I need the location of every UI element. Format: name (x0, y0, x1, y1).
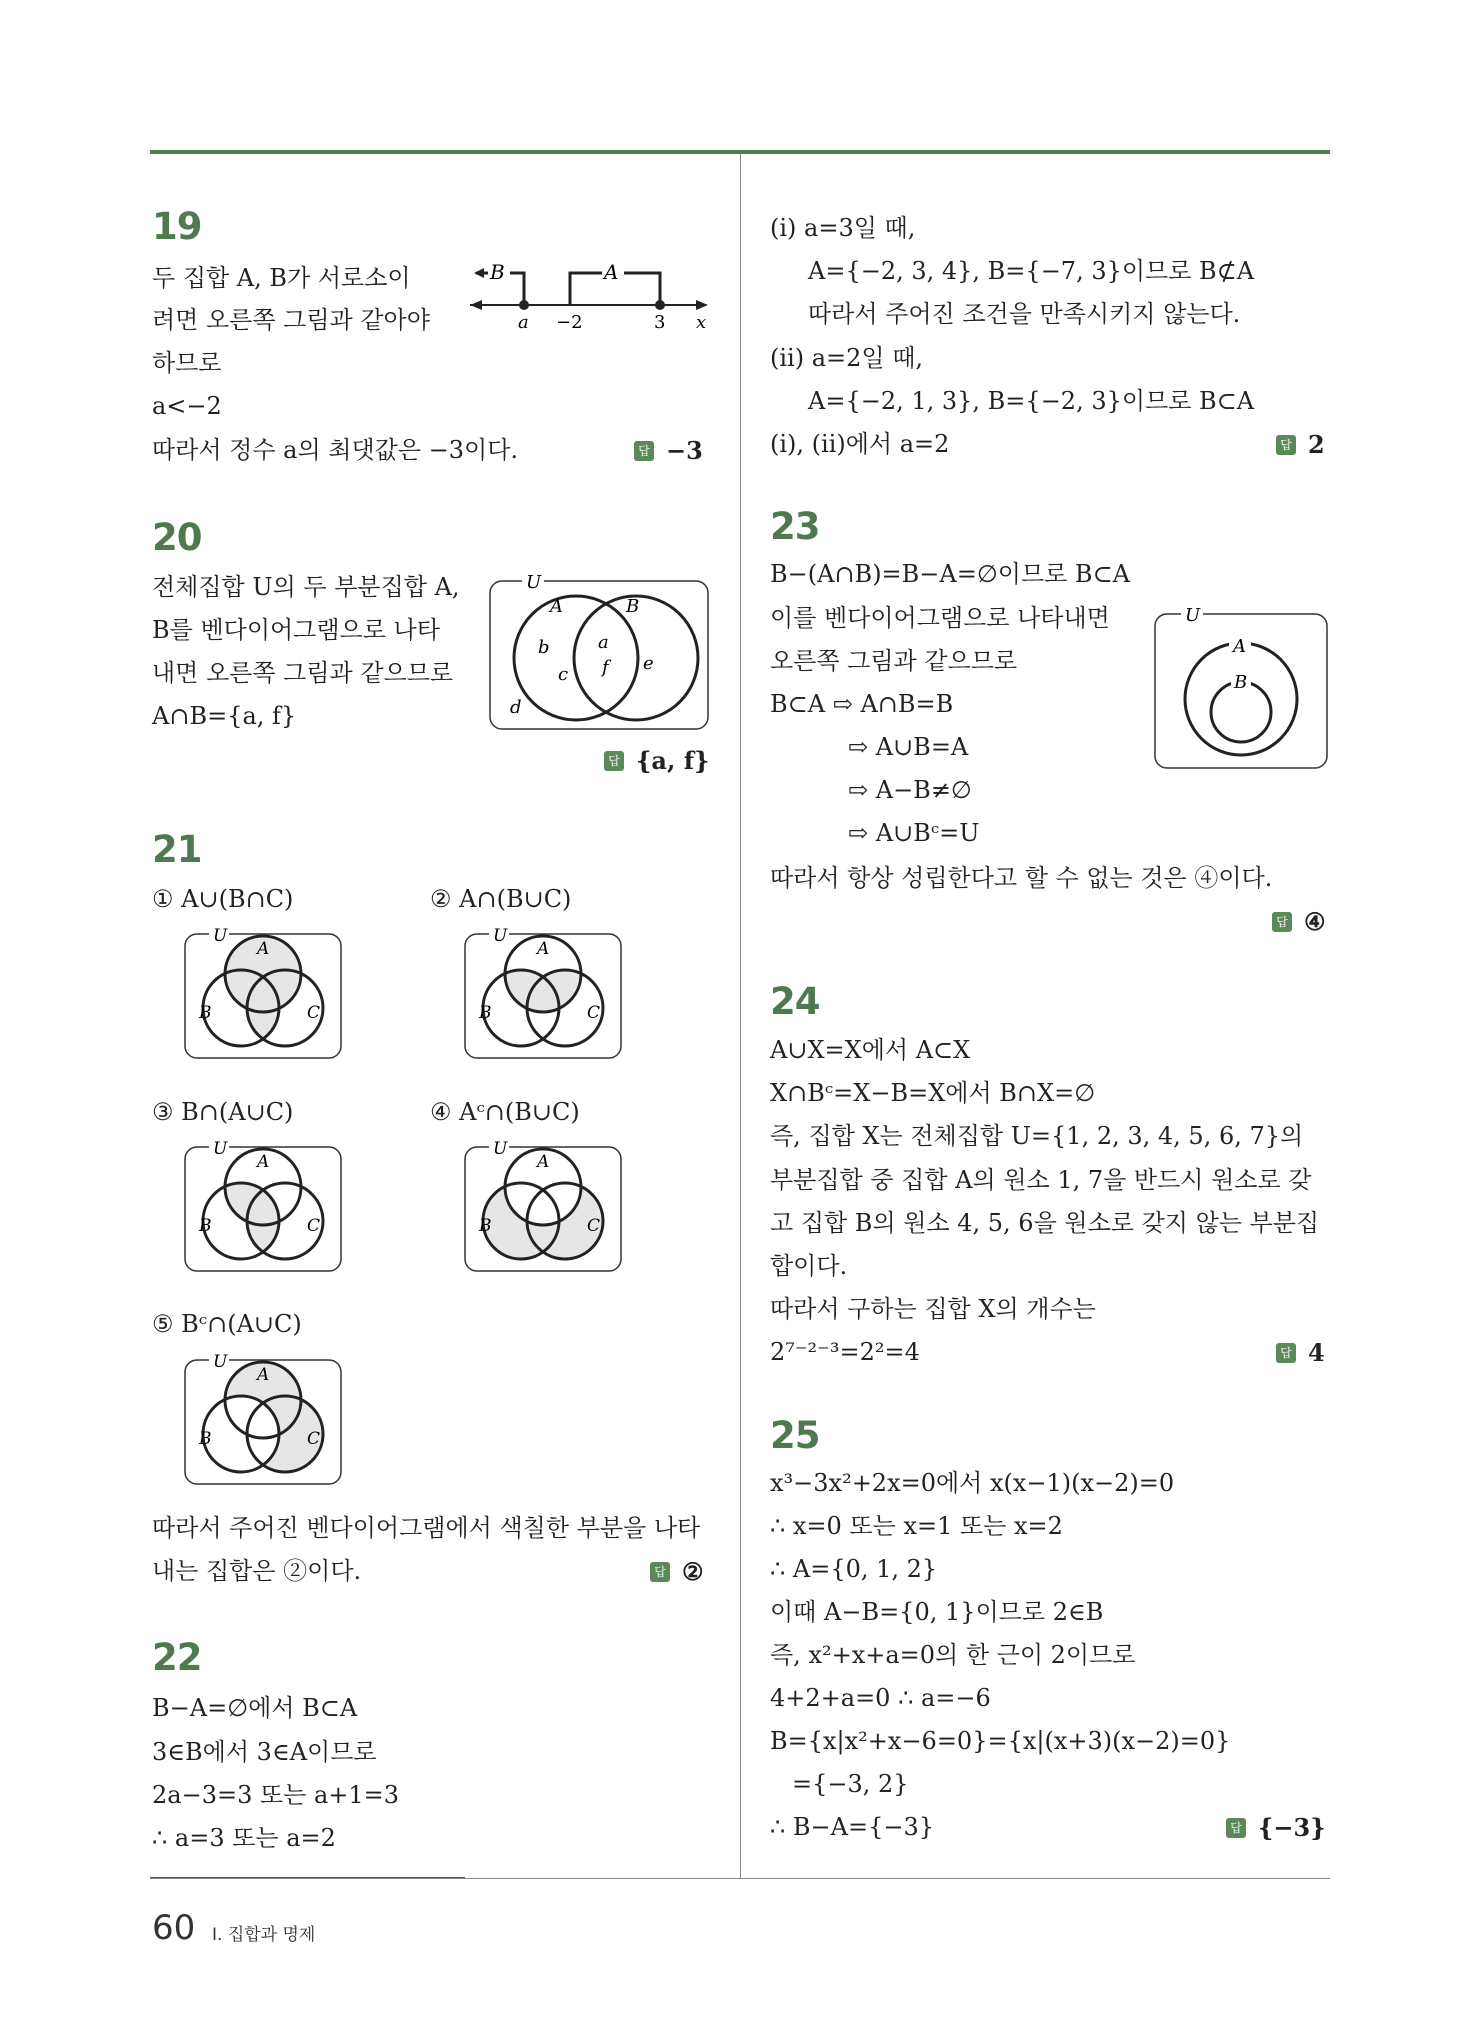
p19-label-B: B (490, 260, 505, 284)
venn-label-U: U (493, 926, 508, 946)
p23-venn-diagram (1153, 604, 1331, 774)
problem-number-21: 21 (152, 828, 202, 871)
p24-line-2: X∩Bᶜ=X−B=X에서 B∩X=∅ (770, 1079, 1096, 1107)
p22-case-1-conclusion: 따라서 주어진 조건을 만족시키지 않는다. (808, 300, 1241, 328)
p19-answer (634, 436, 703, 465)
p25-line-7: B={x|x²+x−6=0}={x|(x+3)(x−2)=0} (770, 1727, 1231, 1755)
p21-answer (650, 1557, 704, 1586)
p25-line-1: x³−3x²+2x=0에서 x(x−1)(x−2)=0 (770, 1469, 1175, 1497)
p21-venn-4 (463, 1139, 625, 1273)
p23-line-5: ⇨ A∪B=A (848, 733, 969, 761)
chapter-title: Ⅰ. 집합과 명제 (212, 1925, 316, 1945)
answer-badge: 답 (604, 751, 624, 771)
footer-rule (150, 1878, 1330, 1879)
p20-answer-value: {a, f} (636, 746, 710, 775)
p23-line-4: B⊂A ⇨ A∩B=B (770, 690, 954, 718)
venn-label-U: U (213, 926, 228, 946)
problem-number-25: 25 (770, 1414, 820, 1457)
p20-line-3: 내면 오른쪽 그림과 같으므로 (152, 659, 454, 687)
p22-case-2: (ⅱ) a=2일 때, (770, 344, 924, 372)
p20-elem-e: e (643, 653, 654, 674)
p24-line-8: 2⁷⁻²⁻³=2²=4 (770, 1338, 920, 1366)
p24-line-6: 합이다. (770, 1252, 848, 1280)
p20-elem-b: b (538, 637, 550, 658)
p20-label-B: B (626, 596, 640, 617)
p24-answer-value: 4 (1308, 1338, 1325, 1367)
venn-label-A: A (257, 939, 270, 959)
venn-label-B: B (199, 1429, 212, 1449)
p25-line-5: 즉, x²+x+a=0의 한 근이 2이므로 (770, 1641, 1136, 1669)
venn-label-A: A (257, 1365, 270, 1385)
p22-line-4: ∴ a=3 또는 a=2 (152, 1824, 336, 1852)
p19-tick-minus2: −2 (556, 312, 583, 330)
p23-line-2: 이를 벤다이어그램으로 나타내면 (770, 604, 1110, 632)
venn-label-C: C (307, 1216, 321, 1236)
venn-label-B: B (479, 1003, 492, 1023)
p21-answer-value: ② (682, 1557, 704, 1586)
p21-option-1: ① A∪(B∩C) (152, 885, 294, 913)
p19-line-4: a<−2 (152, 392, 222, 420)
p24-line-4: 부분집합 중 집합 A의 원소 1, 7을 반드시 원소로 갖 (770, 1166, 1312, 1194)
p20-line-4: A∩B={a, f} (152, 702, 297, 730)
p19-tick-a: a (518, 312, 529, 330)
p22-case-1-sets: A={−2, 3, 4}, B={−7, 3}이므로 B⊄A (808, 257, 1255, 285)
p23-line-1: B−(A∩B)=B−A=∅이므로 B⊂A (770, 560, 1131, 588)
p21-line-1: 따라서 주어진 벤다이어그램에서 색칠한 부분을 나타 (152, 1514, 701, 1542)
p25-line-3: ∴ A={0, 1, 2} (770, 1555, 938, 1583)
answer-badge: 답 (1272, 912, 1292, 932)
page-number: 60 (152, 1908, 196, 1948)
answer-badge: 답 (1276, 435, 1296, 455)
p20-label-A: A (550, 596, 563, 617)
p20-elem-c: c (558, 664, 569, 685)
venn-label-A: A (537, 1152, 550, 1172)
venn-label-A: A (257, 1152, 270, 1172)
p20-elem-d: d (510, 697, 522, 718)
p25-line-2: ∴ x=0 또는 x=1 또는 x=2 (770, 1512, 1063, 1540)
p21-option-4: ④ Aᶜ∩(B∪C) (430, 1098, 580, 1126)
p20-line-2: B를 벤다이어그램으로 나타 (152, 616, 440, 644)
p21-venn-5 (183, 1352, 345, 1486)
p24-line-5: 고 집합 B의 원소 4, 5, 6을 원소로 갖지 않는 부분집 (770, 1209, 1320, 1237)
p19-line-2: 려면 오른쪽 그림과 같아야 (152, 306, 430, 334)
problem-number-23: 23 (770, 505, 820, 548)
p20-venn-diagram (488, 573, 713, 733)
p20-line-1: 전체집합 U의 두 부분집합 A, (152, 573, 460, 601)
venn-label-U: U (213, 1139, 228, 1159)
p19-answer-value: −3 (666, 436, 703, 465)
p21-option-5: ⑤ Bᶜ∩(A∪C) (152, 1310, 302, 1338)
p22-line-3: 2a−3=3 또는 a+1=3 (152, 1781, 400, 1809)
p20-label-U: U (526, 573, 542, 593)
p22-case-1: (ⅰ) a=3일 때, (770, 214, 916, 242)
p22-line-2: 3∈B에서 3∈A이므로 (152, 1738, 377, 1766)
p23-label-A: A (1233, 636, 1246, 657)
p23-line-6: ⇨ A−B≠∅ (848, 776, 972, 804)
p23-line-8: 따라서 항상 성립한다고 할 수 없는 것은 ④이다. (770, 864, 1273, 892)
p19-line-5: 따라서 정수 a의 최댓값은 −3이다. (152, 436, 519, 464)
p23-label-B: B (1234, 672, 1248, 693)
p25-line-4: 이때 A−B={0, 1}이므로 2∈B (770, 1598, 1104, 1626)
venn-label-A: A (537, 939, 550, 959)
venn-label-U: U (493, 1139, 508, 1159)
p21-venn-2 (463, 926, 625, 1060)
p25-line-9: ∴ B−A={−3} (770, 1813, 935, 1841)
p21-option-3: ③ B∩(A∪C) (152, 1098, 294, 1126)
p25-line-8: ={−3, 2} (792, 1770, 909, 1798)
problem-number-22: 22 (152, 1636, 202, 1679)
problem-number-20: 20 (152, 516, 202, 559)
venn-label-B: B (199, 1216, 212, 1236)
p23-answer-value: ④ (1304, 907, 1326, 936)
p25-answer (1226, 1813, 1326, 1842)
p19-tick-x: x (696, 312, 707, 330)
p24-line-7: 따라서 구하는 집합 X의 개수는 (770, 1295, 1096, 1323)
p22-answer (1276, 430, 1325, 459)
p22-case-2-sets: A={−2, 1, 3}, B={−2, 3}이므로 B⊂A (808, 387, 1255, 415)
p19-line-3: 하므로 (152, 349, 222, 377)
p21-venn-3 (183, 1139, 345, 1273)
p22-final: (ⅰ), (ⅱ)에서 a=2 (770, 430, 950, 458)
venn-label-C: C (587, 1216, 601, 1236)
p21-line-2: 내는 집합은 ②이다. (152, 1557, 362, 1585)
problem-number-19: 19 (152, 205, 202, 248)
answer-badge: 답 (1276, 1343, 1296, 1363)
p24-line-3: 즉, 집합 X는 전체집합 U={1, 2, 3, 4, 5, 6, 7}의 (770, 1122, 1304, 1150)
p19-line-1: 두 집합 A, B가 서로소이 (152, 264, 411, 292)
answer-badge: 답 (650, 1562, 670, 1582)
p20-answer (604, 746, 709, 775)
p23-line-3: 오른쪽 그림과 같으므로 (770, 647, 1018, 675)
venn-label-B: B (479, 1216, 492, 1236)
problem-number-24: 24 (770, 980, 820, 1023)
p24-line-1: A∪X=X에서 A⊂X (770, 1036, 971, 1064)
p22-answer-value: 2 (1308, 430, 1325, 459)
p19-label-A: A (604, 260, 619, 284)
p22-line-1: B−A=∅에서 B⊂A (152, 1694, 358, 1722)
p19-number-line (468, 255, 718, 330)
venn-label-U: U (213, 1352, 228, 1372)
p23-line-7: ⇨ A∪Bᶜ=U (848, 819, 980, 847)
venn-label-C: C (307, 1003, 321, 1023)
p20-elem-a: a (598, 632, 609, 653)
p25-line-6: 4+2+a=0 ∴ a=−6 (770, 1684, 991, 1712)
p23-label-U: U (1185, 605, 1201, 626)
p21-venn-1 (183, 926, 345, 1060)
venn-label-C: C (587, 1003, 601, 1023)
p23-answer (1272, 907, 1326, 936)
venn-label-B: B (199, 1003, 212, 1023)
p19-tick-3: 3 (654, 312, 666, 330)
column-divider (740, 154, 741, 1879)
p20-elem-f: f (602, 657, 609, 678)
answer-badge: 답 (634, 441, 654, 461)
venn-label-C: C (307, 1429, 321, 1449)
answer-badge: 답 (1226, 1818, 1246, 1838)
p24-answer (1276, 1338, 1325, 1367)
p25-answer-value: {−3} (1258, 1813, 1326, 1842)
p21-option-2: ② A∩(B∪C) (430, 885, 572, 913)
